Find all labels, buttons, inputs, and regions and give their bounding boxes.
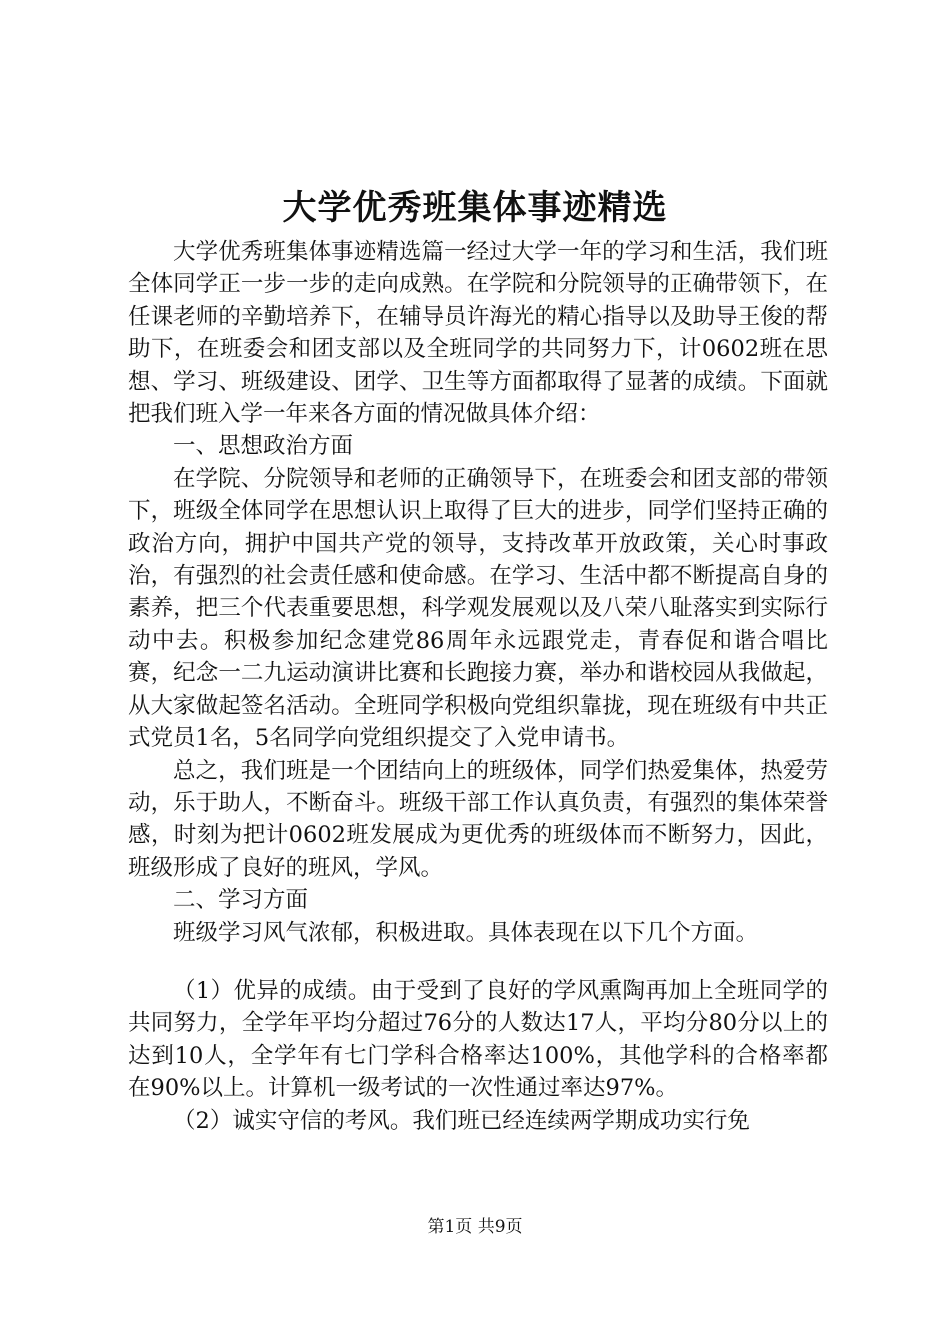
paragraph-politics: 在学院、分院领导和老师的正确领导下，在班委会和团支部的带领下，班级全体同学在思想认识上取得了巨大的进步，同学们坚持正确的政治方向，拥护中国共产党的领导，支持改革开放政策，关心时事政治，有强烈的社会责任感和使命感。在学习、生活中都不断提高自身的素养，把三个代表重要思想，科学观发展观以及八荣八耻落实到实际行动中去。积极参加纪念建党86周年永远跟党走，青春促和谐合唱比赛，纪念一二九运动演讲比赛和长跑接力赛，举办和谐校园从我做起，从大家做起签名活动。全班同学积极向党组织靠拢，现在班级有中共正式党员1名，5名同学向党组织提交了入党申请书。 [128,465,828,752]
paragraph-exam-ethics: （2）诚实守信的考风。我们班已经连续两学期成功实行免 [173,1107,750,1134]
paragraph-grades: （1）优异的成绩。由于受到了良好的学风熏陶再加上全班同学的共同努力，全学年平均分超过76分的人数达17人，平均分80分以上的达到10人，全学年有七门学科合格率达100%，其他学科的合格率都在90%以上。计算机一级考试的一次性通过率达97%。 [128,977,828,1102]
document-title: 大学优秀班集体事迹精选 [282,188,668,228]
paragraph-intro: 大学优秀班集体事迹精选篇一经过大学一年的学习和生活，我们班全体同学正一步一步的走向成熟。在学院和分院领导的正确带领下，在任课老师的辛勤培养下，在辅导员许海光的精心指导以及助导王俊的帮助下，在班委会和团支部以及全班同学的共同努力下，计0602班在思想、学习、班级建设、团学、卫生等方面都取得了显著的成绩。下面就把我们班入学一年来各方面的情况做具体介绍： [128,239,828,428]
document-body [128,236,828,1137]
paragraph-summary: 总之，我们班是一个团结向上的班级体，同学们热爱集体，热爱劳动，乐于助人，不断奋斗。班级干部工作认真负责，有强烈的集体荣誉感，时刻为把计0602班发展成为更优秀的班级体而不断努力，因此，班级形成了良好的班风，学风。 [128,757,828,881]
page-number-footer: 第1页 共9页 [427,1217,523,1237]
section-heading-study: 二、学习方面 [173,887,309,914]
section-heading-politics: 一、思想政治方面 [173,433,354,460]
paragraph-study-intro: 班级学习风气浓郁，积极进取。具体表现在以下几个方面。 [173,919,759,946]
